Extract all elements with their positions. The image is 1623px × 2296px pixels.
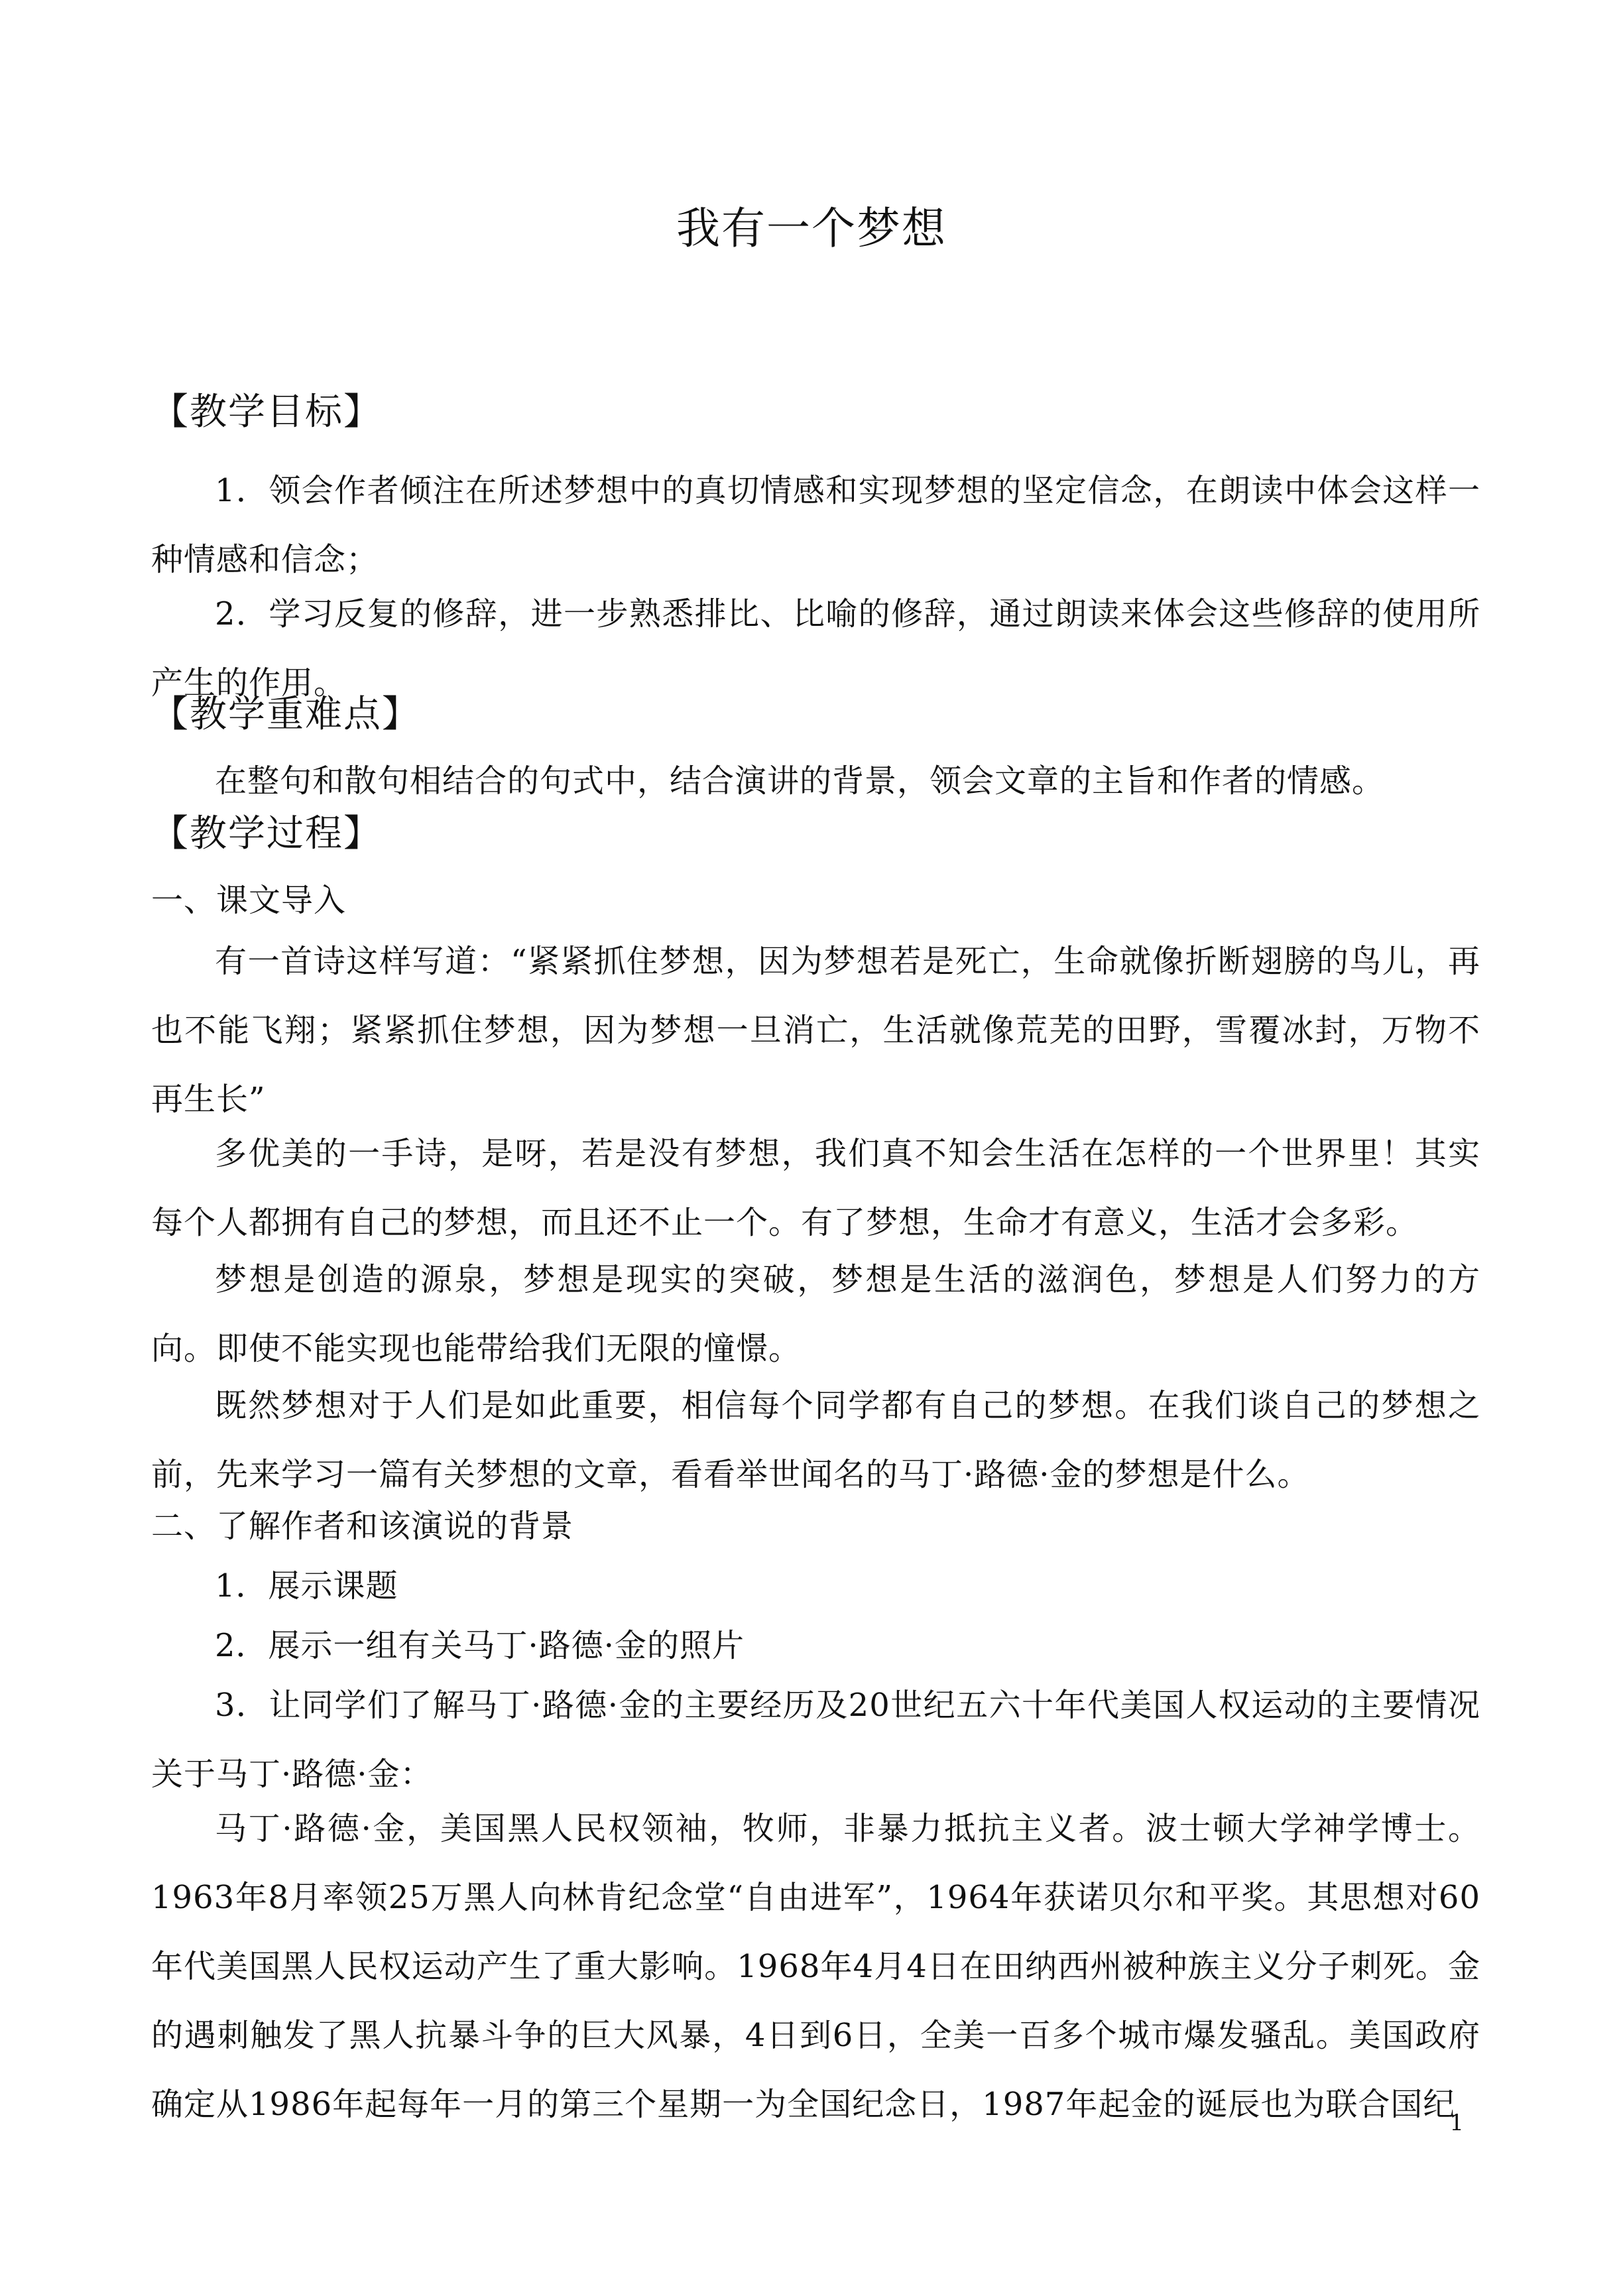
part2-paragraph-1: 马丁·路德·金，美国黑人民权领袖，牧师，非暴力抵抗主义者。波士顿大学神学博士。1963年8月率领25万黑人向林肯纪念堂“自由进军”，1964年获诺贝尔和平奖。其思想对60年代美国黑人民权运动产生了重大影响。1968年4月4日在田纳西州被种族主义分子刺死。金的遇刺触发了黑人抗暴斗争的巨大风暴，4日到6日，全美一百多个城市爆发骚乱。美国政府确定从1986年起每年一月的第三个星期一为全国纪念日，1987年起金的诞辰也为联合国纪 <box>151 1810 1480 2123</box>
part1-paragraph-3: 梦想是创造的源泉，梦想是现实的突破，梦想是生活的滋润色，梦想是人们努力的方向。即使不能实现也能带给我们无限的憧憬。 <box>151 1261 1480 1367</box>
part2-item-1: 1．展示课题 <box>215 1567 398 1604</box>
objective-2: 2．学习反复的修辞，进一步熟悉排比、比喻的修辞，通过朗读来体会这些修辞的使用所产生的作用。 <box>151 595 1480 701</box>
part1-paragraph-1: 有一首诗这样写道：“紧紧抓住梦想，因为梦想若是死亡，生命就像折断翅膀的鸟儿，再也不能飞翔；紧紧抓住梦想，因为梦想一旦消亡，生活就像荒芜的田野，雪覆冰封，万物不再生长” <box>151 943 1480 1118</box>
part1-paragraph-2: 多优美的一手诗，是呀，若是没有梦想，我们真不知会生活在怎样的一个世界里！其实每个人都拥有自己的梦想，而且还不止一个。有了梦想，生命才有意义，生活才会多彩。 <box>151 1135 1480 1241</box>
part2-item-2: 2．展示一组有关马丁·路德·金的照片 <box>215 1627 745 1664</box>
keypoints-text: 在整句和散句相结合的句式中，结合演讲的背景，领会文章的主旨和作者的情感。 <box>215 762 1385 800</box>
part2-item-3: 3．让同学们了解马丁·路德·金的主要经历及20世纪五六十年代美国人权运动的主要情况 关于马丁·路德·金： <box>151 1687 1514 1793</box>
section-heading-keypoints: 【教学重难点】 <box>151 693 420 736</box>
section-heading-process: 【教学过程】 <box>151 812 382 855</box>
part1-heading: 一、课文导入 <box>151 882 347 919</box>
section-heading-objectives: 【教学目标】 <box>151 391 382 434</box>
part1-paragraph-4: 既然梦想对于人们是如此重要，相信每个同学都有自己的梦想。在我们谈自己的梦想之前，先来学习一篇有关梦想的文章，看看举世闻名的马丁·路德·金的梦想是什么。 <box>151 1387 1480 1493</box>
page-title: 我有一个梦想 <box>676 203 947 254</box>
objective-1: 1．领会作者倾注在所述梦想中的真切情感和实现梦想的坚定信念，在朗读中体会这样一种情感和信念； <box>151 472 1480 578</box>
part2-heading: 二、了解作者和该演说的背景 <box>151 1508 574 1545</box>
page-number: 1 <box>1449 2110 1464 2136</box>
